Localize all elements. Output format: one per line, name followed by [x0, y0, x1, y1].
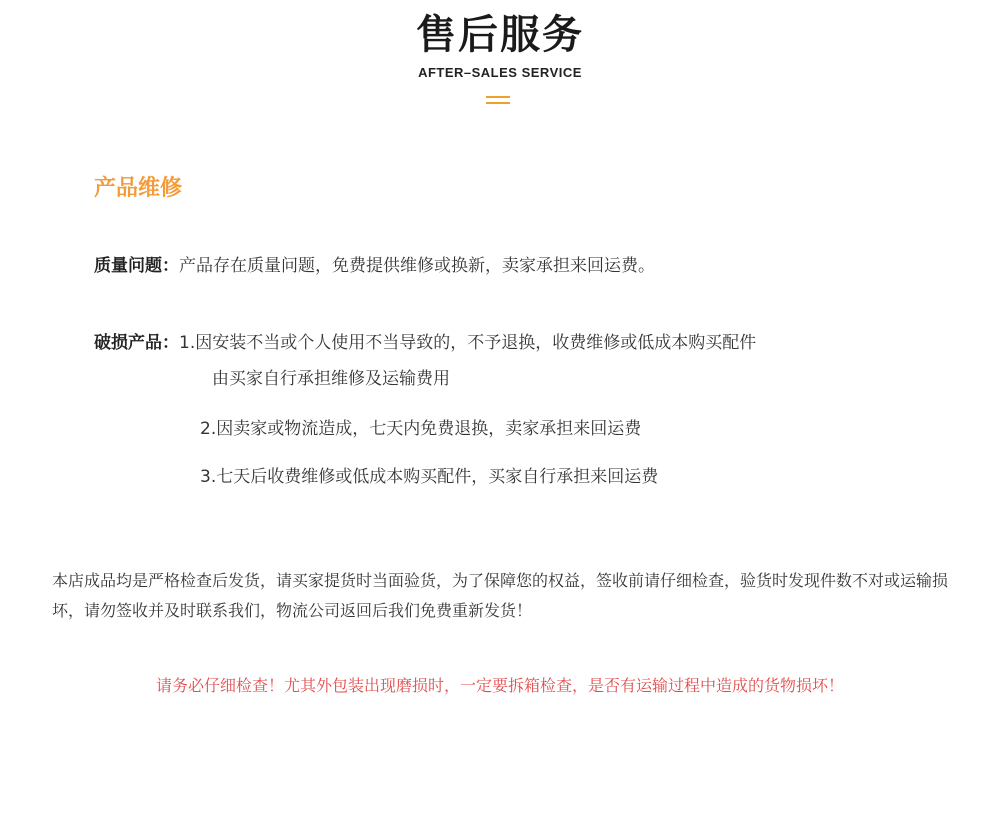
label-separator: ：	[162, 333, 179, 353]
damaged-product-row	[94, 331, 756, 355]
inspection-notice: 本店成品均是严格检查后发货，请买家提货时当面验货，为了保障您的权益，签收前请仔细检查，验货时发现件数不对或运输损坏，请勿签收并及时联系我们，物流公司返回后我们免费重新发货！	[52, 571, 949, 620]
decoration-line	[486, 102, 510, 104]
title-underline-decoration	[486, 96, 510, 106]
quality-issue-text: 产品存在质量问题，免费提供维修或换新，卖家承担来回运费。	[179, 256, 655, 276]
damaged-item-1-line-1: 1.因安装不当或个人使用不当导致的，不予退换，收费维修或低成本购买配件	[179, 333, 757, 353]
inspection-warning: 请务必仔细检查！尤其外包装出现磨损时，一定要拆箱检查，是否有运输过程中造成的货物损坏！	[155, 676, 844, 695]
damaged-item-2: 2.因卖家或物流造成，七天内免费退换，卖家承担来回运费	[200, 419, 642, 439]
decoration-line	[486, 96, 510, 98]
damaged-item-3: 3.七天后收费维修或低成本购买配件，买家自行承担来回运费	[200, 467, 659, 487]
page-title: 售后服务	[416, 12, 584, 58]
label-separator: ：	[162, 256, 179, 276]
quality-issue-row	[94, 254, 655, 278]
damaged-product-label: 破损产品	[94, 333, 162, 353]
section-title: 产品维修	[94, 176, 183, 201]
page-subtitle: AFTER–SALES SERVICE	[418, 65, 582, 80]
quality-issue-label: 质量问题	[94, 256, 162, 276]
damaged-item-1-line-2: 由买家自行承担维修及运输费用	[212, 369, 450, 389]
